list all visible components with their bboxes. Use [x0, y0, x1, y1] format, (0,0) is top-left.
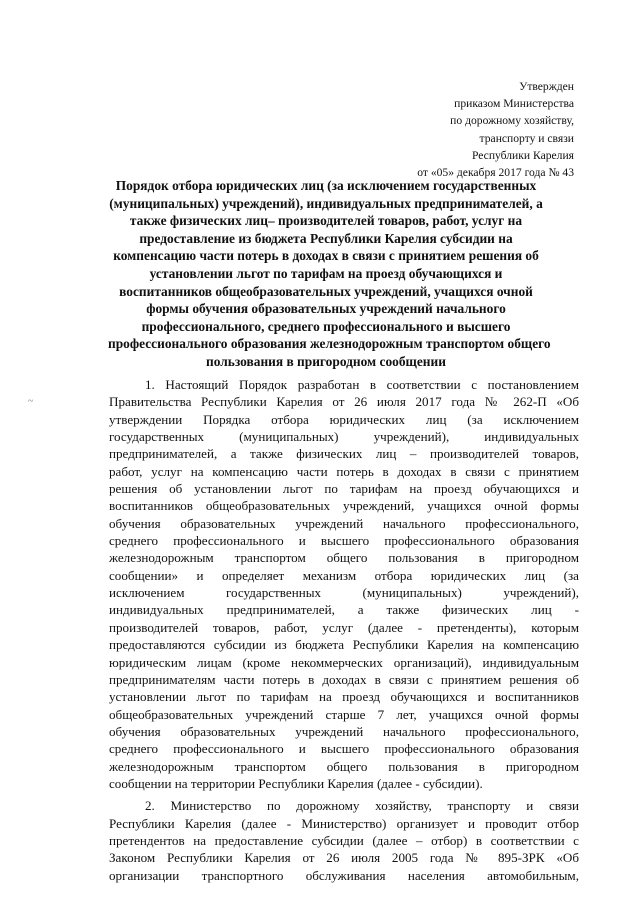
title-line: пользования в пригородном сообщении [206, 353, 446, 369]
text-line: 2. Министерство по дорожному хозяйству, транспорту и связи [145, 798, 579, 814]
paragraph-1 [109, 376, 579, 792]
text-line: Законом Республики Карелия от 26 июля 2005 года № 895-ЗРК «Об [109, 850, 579, 866]
text-line: предпринимателям части потерь в доходах в связи с принятием решения об [109, 671, 579, 687]
text-line: железнодорожным транспортом общего пользования в пригородном [109, 550, 579, 566]
title-line: (муниципальных) учреждений), индивидуальных предпринимателей, а [109, 195, 543, 211]
text-line: индивидуальных предпринимателей, а также физических лиц - [109, 602, 579, 618]
text-line: Правительства Республики Карелия от 26 июля 2017 года № 262-П «Об [109, 394, 579, 410]
approval-line: по дорожному хозяйству, [450, 114, 574, 128]
text-line: утверждении Порядка отбора юридических лиц (за исключением [109, 411, 579, 427]
text-line: сообщении» и определяет механизм отбора юридических лиц (за [109, 567, 579, 583]
text-line: железнодорожным транспортом общего пользования в пригородном [109, 758, 579, 774]
title-line: Порядок отбора юридических лиц (за исключением государственных [115, 178, 537, 193]
text-line: 1. Настоящий Порядок разработан в соответствии с постановлением [145, 377, 579, 392]
approval-stamp [417, 78, 574, 181]
text-line: обучения образовательных учреждений начального профессионального, [109, 723, 579, 739]
approval-line: транспорту и связи [479, 131, 574, 145]
document-body [109, 376, 579, 889]
title-line: также физических лиц– производителей товаров, работ, услуг на [129, 213, 523, 229]
approval-line: Утвержден [519, 80, 574, 93]
title-line: компенсацию части потерь в доходах в связи с принятием решения об [113, 248, 539, 264]
text-line: работ, услуг на компенсацию части потерь в доходах в связи с принятием [109, 463, 579, 479]
title-line: установлении льгот по тарифам на проезд обучающихся и [149, 265, 503, 281]
text-line: решения об установлении льгот по тарифам на проезд обучающихся и [109, 481, 579, 497]
text-line: общеобразовательных учреждений старше 7 лет, учащихся очной формы [109, 706, 579, 722]
text-line: Республики Карелия (далее - Министерство) организует и проводит отбор [109, 815, 579, 831]
text-line: производителей товаров, работ, услуг (далее - претенденты), которым [109, 619, 579, 635]
title-line: профессионального, среднего профессионального и высшего [141, 318, 511, 334]
text-line: юридическим лицам (кроме некоммерческих организаций), индивидуальным [109, 654, 579, 670]
approval-line: приказом Министерства [454, 97, 574, 111]
approval-line: от «05» декабря 2017 года № 43 [417, 166, 574, 180]
text-line: претендентов на предоставление субсидии (далее – отбор) в соответствии с [109, 832, 579, 848]
title-line: формы обучения образовательных учреждений начального [146, 301, 506, 317]
approval-line: Республики Карелия [471, 148, 574, 162]
text-line: установлении льгот по тарифам на проезд обучающихся и воспитанников [109, 689, 579, 705]
text-line: исключением государственных (муниципальных) учреждений), [109, 585, 579, 601]
title-line: воспитанников общеобразовательных учреждений, учащихся очной [119, 283, 533, 299]
text-line: сообщении на территории Республики Карелия (далее - субсидии). [109, 775, 483, 791]
text-line: обучения образовательных учреждений начального профессионального, [109, 515, 579, 531]
title-line: предоставление из бюджета Республики Карелия субсидии на [139, 230, 513, 246]
text-line: воспитанников общеобразовательных учреждений, учащихся очной формы [109, 498, 579, 514]
title-line: профессионального образования железнодорожным транспортом общего [108, 336, 551, 352]
document-title [108, 177, 551, 371]
paragraph-2 [109, 797, 579, 884]
text-line: среднего профессионального и высшего профессионального образования [109, 741, 579, 757]
text-line: государственных (муниципальных) учреждений), индивидуальных [109, 429, 579, 445]
text-line: организации транспортного обслуживания населения автомобильным, [109, 867, 579, 883]
text-line: предпринимателей, а также физических лиц – производителей товаров, [109, 446, 579, 462]
text-line: среднего профессионального и высшего профессионального образования [109, 533, 579, 549]
text-line: предоставляются субсидии из бюджета Республики Карелия на компенсацию [109, 637, 579, 653]
margin-mark: ~ [28, 396, 34, 407]
